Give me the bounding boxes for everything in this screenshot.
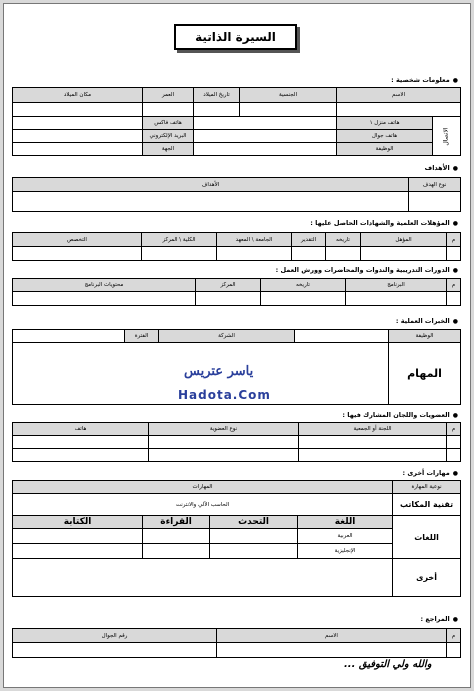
watermark-site: Hadota.Com — [178, 388, 271, 402]
memberships-heading — [342, 411, 458, 419]
qual-col-university: الجامعة \ المعهد — [217, 233, 292, 247]
skills-heading — [402, 469, 458, 477]
memb-col-type: نوع العضوية — [149, 423, 299, 436]
references-heading — [420, 615, 458, 623]
table-cell[interactable] — [13, 544, 143, 559]
qual-col-index: م — [447, 233, 461, 247]
references-table — [12, 628, 461, 658]
table-cell[interactable] — [326, 247, 361, 261]
bullet-icon: ● — [452, 219, 458, 227]
job-value[interactable] — [194, 143, 337, 156]
ref-col-index: م — [447, 629, 461, 643]
fax-label: هاتف فاكس — [143, 117, 194, 130]
name-label: الاسم — [337, 88, 461, 103]
personal-table — [12, 87, 461, 156]
personal-heading-label: معلومات شخصية : — [391, 76, 450, 84]
qualifications-heading — [310, 219, 458, 227]
memb-col-committee: اللجنة أو الجمعية — [299, 423, 447, 436]
email-label: البريد الإلكتروني — [143, 130, 194, 143]
table-cell[interactable] — [447, 449, 461, 462]
qual-col-grade: التقدير — [292, 233, 326, 247]
table-cell[interactable] — [13, 436, 149, 449]
email-value[interactable] — [13, 130, 143, 143]
contact-label: الاتصال — [433, 117, 461, 156]
birth-date-value[interactable] — [194, 103, 240, 117]
table-cell[interactable] — [346, 292, 447, 306]
cv-page — [3, 3, 471, 688]
lang-english: الإنجليزية — [298, 544, 393, 559]
lang-col-language: اللغة — [298, 516, 393, 529]
table-cell[interactable] — [299, 449, 447, 462]
fax-value[interactable] — [13, 117, 143, 130]
exp-job-label: الوظيفة — [389, 330, 461, 343]
table-cell[interactable] — [143, 544, 210, 559]
table-cell[interactable] — [13, 643, 217, 658]
lang-col-speaking: التحدث — [210, 516, 298, 529]
goals-label: الأهداف — [13, 178, 409, 192]
course-col-index: م — [447, 279, 461, 292]
table-cell[interactable] — [210, 529, 298, 544]
courses-heading — [276, 266, 458, 274]
name-value[interactable] — [337, 103, 461, 117]
exp-job-value[interactable] — [295, 330, 389, 343]
ref-col-mobile: رقم الجوال — [13, 629, 217, 643]
mobile-value[interactable] — [194, 130, 337, 143]
goals-value[interactable] — [13, 192, 409, 212]
table-cell[interactable] — [196, 292, 261, 306]
skills-table — [12, 480, 461, 597]
table-cell[interactable] — [210, 544, 298, 559]
objectives-heading — [425, 164, 458, 172]
exp-period-value[interactable] — [13, 330, 125, 343]
personal-heading — [391, 76, 458, 84]
birth-place-label: مكان الميلاد — [13, 88, 143, 103]
table-cell[interactable] — [447, 436, 461, 449]
lang-col-reading: القراءة — [143, 516, 210, 529]
memb-col-index: م — [447, 423, 461, 436]
bullet-icon: ● — [452, 469, 458, 477]
employer-label: الجهة — [143, 143, 194, 156]
experience-heading-label: الخبرات العملية : — [395, 317, 450, 325]
courses-table — [12, 278, 461, 306]
bullet-icon: ● — [452, 76, 458, 84]
skills-heading-label: مهارات أخرى : — [402, 469, 450, 477]
table-cell[interactable] — [149, 449, 299, 462]
qual-col-college: الكلية \ المركز — [142, 233, 217, 247]
references-heading-label: المراجع : — [420, 615, 450, 623]
objectives-table — [12, 177, 461, 212]
ref-col-name: الاسم — [217, 629, 447, 643]
page-title: السيرة الذاتية — [174, 24, 297, 50]
table-cell[interactable] — [361, 247, 447, 261]
table-cell[interactable] — [217, 643, 447, 658]
birth-place-value[interactable] — [13, 103, 143, 117]
exp-period-label: الفترة — [125, 330, 159, 343]
mobile-label: هاتف جوال — [337, 130, 433, 143]
employer-value[interactable] — [13, 143, 143, 156]
table-cell[interactable] — [13, 247, 142, 261]
lang-arabic: العربية — [298, 529, 393, 544]
goal-type-value[interactable] — [409, 192, 461, 212]
table-cell[interactable] — [142, 247, 217, 261]
table-cell[interactable] — [13, 292, 196, 306]
qual-col-degree: المؤهل — [361, 233, 447, 247]
skill-type-label: نوعية المهارة — [393, 481, 461, 494]
table-cell[interactable] — [217, 247, 292, 261]
home-phone-label: هاتف منزل ١ — [337, 117, 433, 130]
bullet-icon: ● — [452, 615, 458, 623]
bullet-icon: ● — [452, 164, 458, 172]
table-cell[interactable] — [299, 436, 447, 449]
other-label: أخرى — [393, 559, 461, 597]
bullet-icon: ● — [452, 411, 458, 419]
bullet-icon: ● — [452, 266, 458, 274]
lang-col-writing: الكتابة — [13, 516, 143, 529]
course-col-date: تاريخه — [261, 279, 346, 292]
nationality-value[interactable] — [240, 103, 337, 117]
nationality-label: الجنسية — [240, 88, 337, 103]
course-col-program: البرنامج — [346, 279, 447, 292]
memberships-heading-label: العضويات واللجان المشارك فيها : — [342, 411, 450, 419]
home-phone-value[interactable] — [194, 117, 337, 130]
other-value[interactable] — [13, 559, 393, 597]
birth-date-label: تاريخ الميلاد — [194, 88, 240, 103]
languages-label: اللغات — [393, 516, 461, 559]
table-cell[interactable] — [447, 292, 461, 306]
objectives-heading-label: الأهداف — [424, 164, 450, 172]
memb-col-phone: هاتف — [13, 423, 149, 436]
age-label: العمر — [143, 88, 194, 103]
age-value[interactable] — [143, 103, 194, 117]
exp-company-label: الشركة — [159, 330, 295, 343]
exp-tasks-label: المهام — [389, 343, 461, 405]
qual-col-major: التخصص — [13, 233, 142, 247]
job-label: الوظيفة — [337, 143, 433, 156]
courses-heading-label: الدورات التدريبية والندوات والمحاضرات وورش العمل : — [275, 266, 450, 274]
table-cell[interactable] — [292, 247, 326, 261]
table-cell[interactable] — [261, 292, 346, 306]
course-col-center: المركز — [196, 279, 261, 292]
qualifications-table — [12, 232, 461, 261]
experience-heading — [396, 317, 458, 325]
table-cell[interactable] — [13, 449, 149, 462]
table-cell[interactable] — [143, 529, 210, 544]
table-cell[interactable] — [149, 436, 299, 449]
memberships-table — [12, 422, 461, 462]
it-label: تقنية المكاتب — [393, 494, 461, 516]
goal-type-label: نوع الهدف — [409, 178, 461, 192]
qualifications-heading-label: المؤهلات العلمية والشهادات الحاصل عليها : — [310, 219, 450, 227]
table-cell[interactable] — [447, 643, 461, 658]
table-cell[interactable] — [447, 247, 461, 261]
closing-text: والله ولي التوفيق ... — [344, 659, 432, 670]
table-cell[interactable] — [13, 529, 143, 544]
watermark-name: ياسر عتريس — [184, 364, 254, 379]
course-col-contents: محتويات البرنامج — [13, 279, 196, 292]
skills-label: المهارات — [13, 481, 393, 494]
bullet-icon: ● — [452, 317, 458, 325]
qual-col-date: تاريخه — [326, 233, 361, 247]
it-value[interactable]: الحاسب الآلي والانترنت — [13, 494, 393, 516]
